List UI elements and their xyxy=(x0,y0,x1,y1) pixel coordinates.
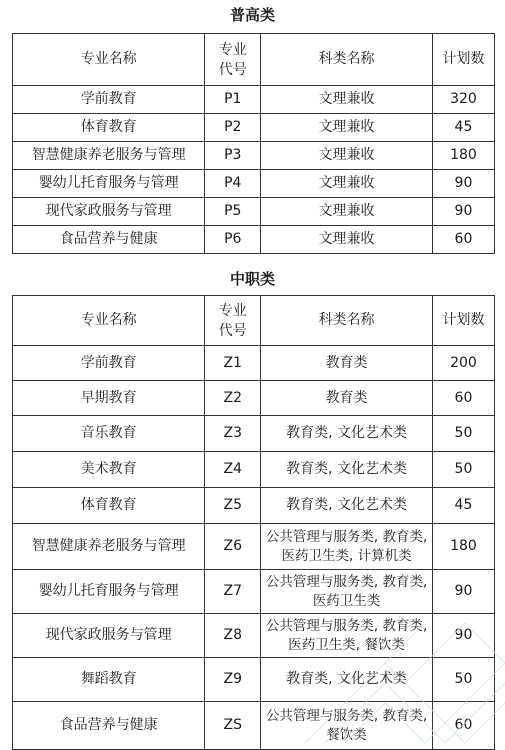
major-name: 婴幼儿托育服务与管理 xyxy=(13,170,205,198)
header-category: 科类名称 xyxy=(261,34,433,86)
section-title-vocational: 中职类 xyxy=(229,270,275,288)
major-plan: 90 xyxy=(432,198,494,226)
table-row xyxy=(13,488,495,524)
table-header-row xyxy=(13,34,495,86)
major-code: P5 xyxy=(205,198,261,226)
header-code-text: 专业代号 xyxy=(218,41,247,78)
general-table xyxy=(12,33,495,254)
table-row xyxy=(13,381,495,416)
table-row xyxy=(13,346,495,381)
major-name: 现代家政服务与管理 xyxy=(13,614,205,658)
major-name: 早期教育 xyxy=(13,381,205,416)
major-code: P3 xyxy=(205,142,261,170)
major-category: 文理兼收 xyxy=(261,142,433,170)
major-name: 现代家政服务与管理 xyxy=(13,198,205,226)
header-plan: 计划数 xyxy=(432,296,494,346)
table-row xyxy=(13,86,495,114)
major-plan: 50 xyxy=(432,452,494,488)
major-name: 学前教育 xyxy=(13,86,205,114)
major-code: Z8 xyxy=(205,614,261,658)
major-category: 文理兼收 xyxy=(261,170,433,198)
major-plan: 50 xyxy=(432,416,494,452)
major-category: 教育类, 文化艺术类 xyxy=(261,488,433,524)
major-plan: 180 xyxy=(432,524,494,570)
major-name: 食品营养与健康 xyxy=(13,702,205,750)
major-code: P6 xyxy=(205,226,261,254)
major-plan: 50 xyxy=(432,658,494,702)
major-category: 教育类, 文化艺术类 xyxy=(261,452,433,488)
major-category: 文理兼收 xyxy=(261,226,433,254)
table-row xyxy=(13,614,495,658)
header-category: 科类名称 xyxy=(261,296,433,346)
major-plan: 90 xyxy=(432,614,494,658)
table-row xyxy=(13,658,495,702)
header-code xyxy=(205,34,261,86)
major-category: 文理兼收 xyxy=(261,114,433,142)
header-name: 专业名称 xyxy=(13,296,205,346)
table-row xyxy=(13,142,495,170)
major-category: 教育类, 文化艺术类 xyxy=(261,416,433,452)
major-name: 美术教育 xyxy=(13,452,205,488)
major-name: 食品营养与健康 xyxy=(13,226,205,254)
major-code: P2 xyxy=(205,114,261,142)
major-plan: 60 xyxy=(432,226,494,254)
major-category: 教育类, 文化艺术类 xyxy=(261,658,433,702)
major-name: 音乐教育 xyxy=(13,416,205,452)
header-code xyxy=(205,296,261,346)
major-plan: 45 xyxy=(432,114,494,142)
major-plan: 180 xyxy=(432,142,494,170)
major-category: 公共管理与服务类, 教育类, 医药卫生类, 计算机类 xyxy=(261,524,433,570)
major-plan: 320 xyxy=(432,86,494,114)
major-name: 体育教育 xyxy=(13,488,205,524)
table-row xyxy=(13,198,495,226)
major-plan: 200 xyxy=(432,346,494,381)
major-code: Z9 xyxy=(205,658,261,702)
major-plan: 90 xyxy=(432,170,494,198)
table-row xyxy=(13,416,495,452)
table-row xyxy=(13,452,495,488)
table-row xyxy=(13,170,495,198)
major-name: 婴幼儿托育服务与管理 xyxy=(13,570,205,614)
major-code: Z5 xyxy=(205,488,261,524)
major-category: 公共管理与服务类, 教育类, 餐饮类 xyxy=(261,702,433,750)
table-header-row xyxy=(13,296,495,346)
major-code: Z7 xyxy=(205,570,261,614)
table-row xyxy=(13,570,495,614)
vocational-table xyxy=(12,295,495,750)
major-plan: 90 xyxy=(432,570,494,614)
major-code: ZS xyxy=(205,702,261,750)
section-title-general: 普高类 xyxy=(229,6,275,24)
table-row xyxy=(13,226,495,254)
major-category: 公共管理与服务类, 教育类, 医药卫生类, 餐饮类 xyxy=(261,614,433,658)
major-code: Z1 xyxy=(205,346,261,381)
major-code: P1 xyxy=(205,86,261,114)
table-row xyxy=(13,114,495,142)
major-name: 智慧健康养老服务与管理 xyxy=(13,524,205,570)
header-code-text: 专业代号 xyxy=(218,302,247,339)
major-category: 教育类 xyxy=(261,346,433,381)
major-name: 舞蹈教育 xyxy=(13,658,205,702)
table-row xyxy=(13,702,495,750)
major-plan: 60 xyxy=(432,381,494,416)
major-category: 文理兼收 xyxy=(261,198,433,226)
major-category: 公共管理与服务类, 教育类, 医药卫生类 xyxy=(261,570,433,614)
major-plan: 45 xyxy=(432,488,494,524)
major-name: 智慧健康养老服务与管理 xyxy=(13,142,205,170)
major-code: Z6 xyxy=(205,524,261,570)
header-plan: 计划数 xyxy=(432,34,494,86)
major-code: Z2 xyxy=(205,381,261,416)
table-row xyxy=(13,524,495,570)
major-category: 教育类 xyxy=(261,381,433,416)
header-name: 专业名称 xyxy=(13,34,205,86)
major-name: 学前教育 xyxy=(13,346,205,381)
major-plan: 60 xyxy=(432,702,494,750)
major-category: 文理兼收 xyxy=(261,86,433,114)
major-name: 体育教育 xyxy=(13,114,205,142)
major-code: P4 xyxy=(205,170,261,198)
major-code: Z4 xyxy=(205,452,261,488)
major-code: Z3 xyxy=(205,416,261,452)
